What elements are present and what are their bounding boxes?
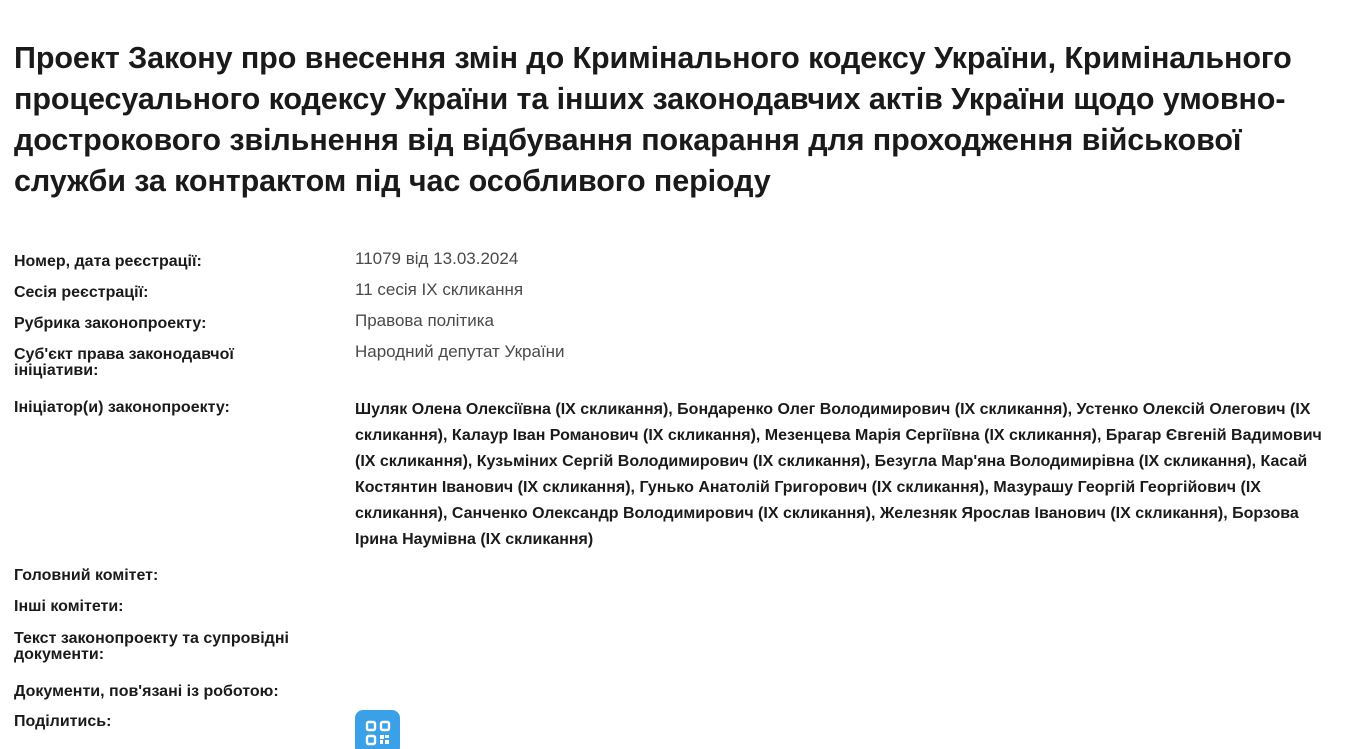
related-documents-label: Документи, пов'язані із роботою:: [14, 683, 279, 700]
page-title: Проект Закону про внесення змін до Кримінального кодексу України, Кримінального процесуального кодексу України та інших законодавчих актів України щодо умовно-дострокового звільнення від відбування покарання для проходження військової служби за контрактом під час особливого періоду: [14, 41, 1292, 198]
registration-label: Номер, дата реєстрації:: [14, 253, 202, 270]
rubric-label: Рубрика законопроекту:: [14, 315, 207, 332]
documents-label: Текст законопроекту та супровідні документи:: [14, 630, 289, 663]
subject-value: Народний депутат України: [355, 342, 565, 361]
other-committees-label: Інші комітети:: [14, 598, 124, 615]
registration-value: 11079 від 13.03.2024: [355, 249, 519, 268]
rubric-value: Правова політика: [355, 311, 494, 330]
initiators-value: Шуляк Олена Олексіївна (IX скликання), Бондаренко Олег Володимирович (IX скликання), Устенко Олексій Олегович (IX скликання), Калаур Іван Романович (IX скликання), Мезенцева Марія Сергіївна (IX скликання), Брагар Євгеній Вадимович (IX скликання), Кузьміних Сергій Володимирович (IX скликання), Безугла Мар'яна Володимирівна (IX скликання), Касай Костянтин Іванович (IX скликання), Гунько Анатолій Григорович (IX скликання), Мазурашу Георгій Георгійович (IX скликання), Санченко Олександр Володимирович (IX скликання), Железняк Ярослав Іванович (IX скликання), Борзова Ірина Наумівна (IX скликання): [355, 401, 1322, 548]
share-label: Поділитись:: [14, 713, 112, 730]
subject-label: Суб'єкт права законодавчої ініціативи:: [14, 346, 234, 379]
initiators-label: Ініціатор(и) законопроекту:: [14, 399, 230, 416]
share-qr-button[interactable]: [355, 710, 400, 749]
qr-code-icon: [365, 720, 391, 746]
main-committee-label: Головний комітет:: [14, 567, 159, 584]
session-label: Сесія реєстрації:: [14, 284, 149, 301]
bill-card: [14, 0, 1344, 730]
session-value: 11 сесія IX скликання: [355, 280, 524, 299]
